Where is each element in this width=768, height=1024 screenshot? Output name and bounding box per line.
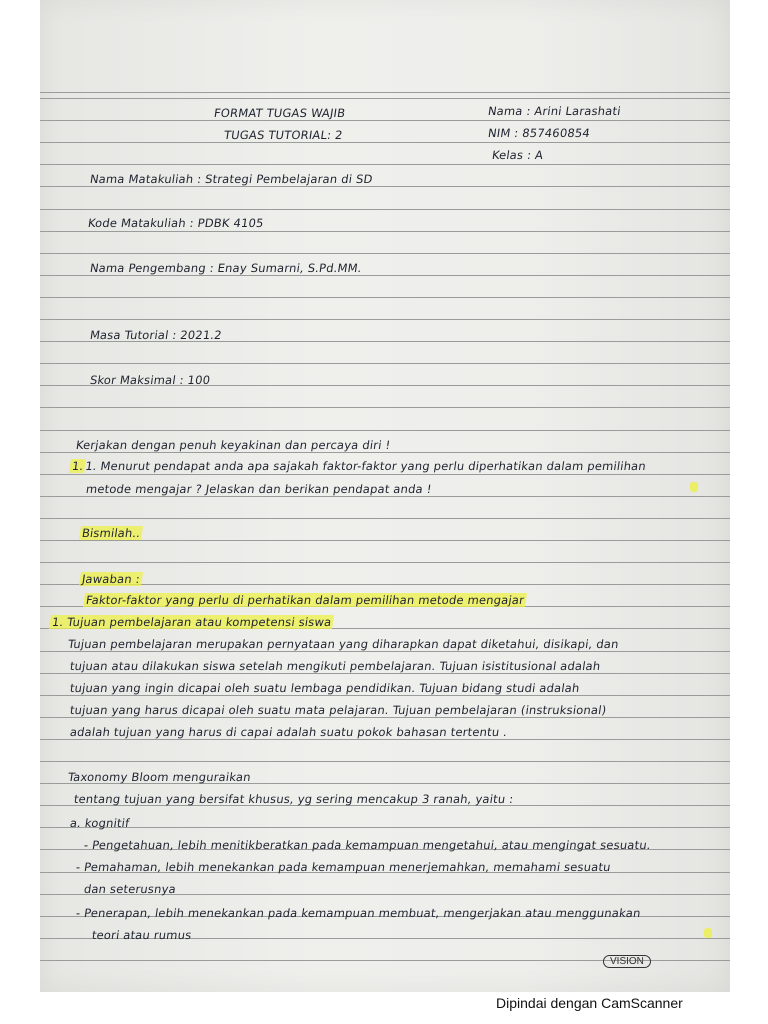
title-tutorial: TUGAS TUTORIAL: 2: [223, 128, 344, 142]
notebook-page: [40, 0, 730, 992]
ruled-line: [40, 319, 730, 320]
ruled-line: [40, 474, 730, 475]
answer-heading-highlight: Faktor-faktor yang perlu di perhatikan dalam pemilihan metode mengajar: [85, 593, 526, 607]
question-text-1: 1. Menurut pendapat anda apa sajakah faktor-faktor yang perlu diperhatikan dalam pemilihan: [84, 459, 647, 473]
course-code: Kode Matakuliah : PDBK 4105: [87, 216, 265, 230]
highlight-mark: [704, 928, 712, 938]
bullet-application: - Penerapan, lebih menekankan pada kemampuan membuat, mengerjakan atau menggunakan: [75, 906, 642, 920]
ruled-line: [40, 827, 730, 828]
ruled-line: [40, 363, 730, 364]
ruled-line: [40, 253, 730, 254]
question-line-1: [69, 459, 647, 473]
subheading-1: [49, 615, 334, 629]
paragraph-line-5: adalah tujuan yang harus di capai adalah suatu pokok bahasan tertentu .: [69, 725, 509, 739]
ruled-line: [40, 518, 730, 519]
subheading-highlight: 1. Tujuan pembelajaran atau kompetensi siswa: [51, 615, 333, 629]
notebook-brand-logo: VISION: [603, 955, 651, 968]
paragraph-line-4: tujuan yang harus dicapai oleh suatu mata pelajaran. Tujuan pembelajaran (instruksional): [69, 703, 608, 717]
student-class: Kelas : A: [491, 148, 545, 162]
instruction: Kerjakan dengan penuh keyakinan dan percaya diri !: [75, 438, 392, 452]
course-name: Nama Matakuliah : Strategi Pembelajaran di SD: [89, 172, 374, 186]
ruled-line: [40, 92, 730, 93]
ruled-line: [40, 584, 730, 585]
ruled-line: [40, 98, 730, 99]
ruled-line: [40, 186, 730, 187]
ruled-line: [40, 651, 730, 652]
ruled-line: [40, 761, 730, 762]
ruled-line: [40, 496, 730, 497]
ruled-line: [40, 164, 730, 165]
question-line-2: metode mengajar ? Jelaskan dan berikan pendapat anda !: [85, 482, 433, 496]
question-number-highlight: 1.: [71, 459, 85, 473]
ruled-line: [40, 231, 730, 232]
ruled-line: [40, 407, 730, 408]
ruled-line: [40, 717, 730, 718]
tutorial-period: Masa Tutorial : 2021.2: [89, 328, 223, 342]
ruled-line: [40, 209, 730, 210]
bullet-application-cont: teori atau rumus: [91, 928, 193, 942]
ruled-line: [40, 120, 730, 121]
title-format: FORMAT TUGAS WAJIB: [213, 106, 347, 120]
answer-highlight: Jawaban :: [81, 572, 141, 586]
ruled-line: [40, 297, 730, 298]
ruled-line: [40, 142, 730, 143]
ruled-line: [40, 673, 730, 674]
scanner-watermark: Dipindai dengan CamScanner: [496, 995, 683, 1011]
ruled-line: [40, 739, 730, 740]
bismilah-highlight: Bismilah..: [81, 526, 142, 540]
ruled-line: [40, 540, 730, 541]
bullet-understanding-cont: dan seterusnya: [83, 882, 177, 896]
ruled-line: [40, 275, 730, 276]
taxonomy-line-2: tentang tujuan yang bersifat khusus, yg sering mencakup 3 ranah, yaitu :: [73, 792, 515, 806]
ruled-line: [40, 695, 730, 696]
bullet-knowledge: - Pengetahuan, lebih menitikberatkan pada kemampuan mengetahui, atau mengingat sesuatu.: [83, 838, 652, 852]
ruled-line: [40, 430, 730, 431]
ruled-line: [40, 452, 730, 453]
answer-label: [79, 572, 143, 586]
taxonomy-line-1: Taxonomy Bloom menguraikan: [67, 770, 252, 784]
paragraph-line-2: tujuan atau dilakukan siswa setelah mengikuti pembelajaran. Tujuan isistitusional adalah: [69, 659, 602, 673]
course-developer: Nama Pengembang : Enay Sumarni, S.Pd.MM.: [89, 261, 363, 275]
bismilah-text: [79, 526, 143, 540]
bullet-understanding: - Pemahaman, lebih menekankan pada kemampuan menerjemahkan, memahami sesuatu: [75, 860, 612, 874]
highlight-mark: [690, 482, 698, 492]
ruled-line: [40, 562, 730, 563]
student-nim: NIM : 857460854: [487, 126, 591, 140]
student-name: Nama : Arini Larashati: [487, 104, 622, 118]
domain-cognitive: a. kognitif: [69, 816, 131, 830]
paragraph-line-3: tujuan yang ingin dicapai oleh suatu lembaga pendidikan. Tujuan bidang studi adalah: [69, 681, 581, 695]
paragraph-line-1: Tujuan pembelajaran merupakan pernyataan yang diharapkan dapat diketahui, disikapi, dan: [67, 637, 620, 651]
answer-heading: [83, 593, 527, 607]
max-score: Skor Maksimal : 100: [89, 373, 212, 387]
